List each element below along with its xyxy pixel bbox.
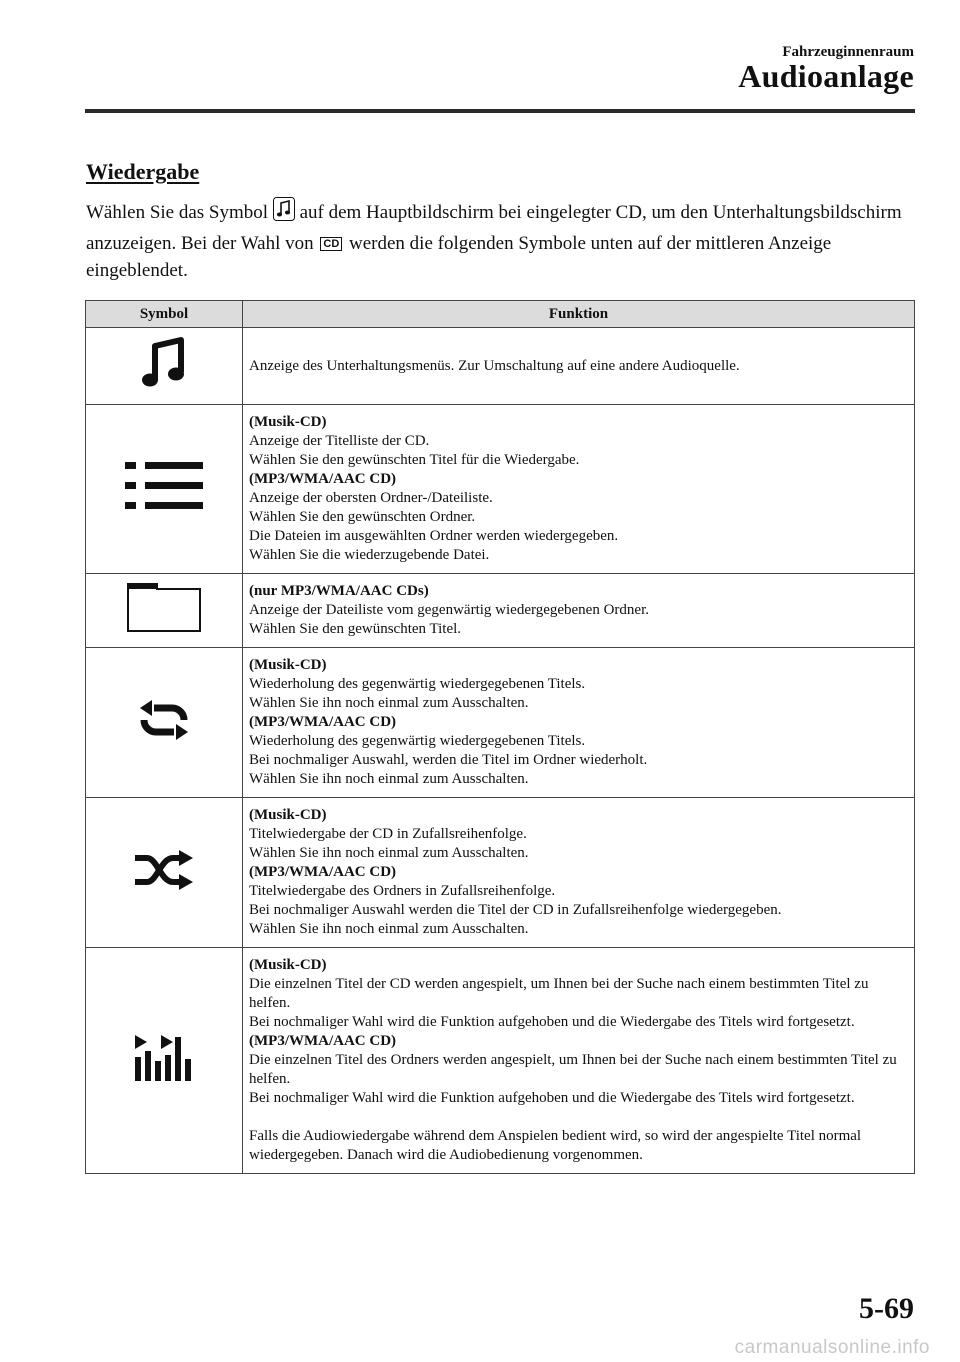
function-text: Anzeige des Unterhaltungsmenüs. Zur Umschaltung auf eine andere Audioquelle. — [249, 357, 740, 374]
function-text: Die Dateien im ausgewählten Ordner werden wiedergegeben. — [249, 528, 619, 544]
function-text: Wiederholung des gegenwärtig wiedergegebenen Titels. — [249, 676, 586, 692]
function-text: Titelwiedergabe des Ordners in Zufallsreihenfolge. — [249, 883, 556, 899]
function-text: Wählen Sie den gewünschten Titel. — [249, 621, 462, 637]
function-text: Die einzelnen Titel der CD werden angespielt, um Ihnen bei der Suche nach einem bestimmten Titel zu helfen. — [249, 976, 869, 1011]
table-row — [86, 648, 915, 798]
function-text: Die einzelnen Titel des Ordners werden angespielt, um Ihnen bei der Suche nach einem bestimmten Titel zu helfen. — [249, 1052, 897, 1087]
shuffle-icon — [133, 878, 195, 894]
table-row — [86, 328, 915, 405]
page-title: Audioanlage — [738, 58, 914, 94]
function-text: Bei nochmaliger Auswahl, werden die Titel im Ordner wiederholt. — [249, 752, 648, 768]
function-text: (Musik-CD) — [249, 957, 327, 973]
function-text: Bei nochmaliger Wahl wird die Funktion aufgehoben und die Wiedergabe des Titels wird fortgesetzt. — [249, 1090, 855, 1106]
paragraph-spacer — [249, 1108, 908, 1127]
function-text: Wiederholung des gegenwärtig wiedergegebenen Titels. — [249, 733, 586, 749]
table-header-row — [86, 301, 915, 328]
page-number: 5-69 — [859, 1292, 914, 1325]
watermark-url: carmanualsonline.info — [734, 1337, 930, 1358]
intro-text-3: werden die folgenden Symbole unten auf der mittleren Anzeige eingeblendet. — [86, 232, 832, 281]
intro-text-1: Wählen Sie das Symbol — [86, 202, 269, 223]
list-icon — [125, 498, 203, 514]
symbol-column-header: Symbol — [86, 301, 243, 328]
folder-icon — [127, 621, 201, 637]
chapter-label: Fahrzeuginnenraum — [782, 44, 914, 60]
intro-text-2: auf dem Hauptbildschirm bei eingelegter CD, um den Unterhaltungsbildschirm anzuzeigen. Bei der Wahl von — [86, 202, 902, 254]
table-row — [86, 948, 915, 1174]
function-text: (Musik-CD) — [249, 657, 327, 673]
function-text: Anzeige der Titelliste der CD. — [249, 433, 430, 449]
function-column-header: Funktion — [243, 301, 915, 328]
function-text: (MP3/WMA/AAC CD) — [249, 864, 397, 880]
function-text: Titelwiedergabe der CD in Zufallsreihenfolge. — [249, 826, 527, 842]
function-text: Wählen Sie ihn noch einmal zum Ausschalten. — [249, 771, 529, 787]
function-text: (MP3/WMA/AAC CD) — [249, 714, 397, 730]
function-text: Anzeige der Dateiliste vom gegenwärtig wiedergegebenen Ordner. — [249, 602, 649, 618]
table-row — [86, 574, 915, 648]
function-text: (MP3/WMA/AAC CD) — [249, 471, 397, 487]
symbol-function-table — [85, 300, 915, 1174]
section-heading: Wiedergabe — [86, 159, 200, 184]
function-text: Wählen Sie ihn noch einmal zum Ausschalten. — [249, 845, 529, 861]
function-text: Wählen Sie ihn noch einmal zum Ausschalten. — [249, 921, 529, 937]
header-divider — [85, 109, 915, 113]
function-text: Bei nochmaliger Auswahl werden die Titel der CD in Zufallsreihenfolge wiedergegeben. — [249, 902, 782, 918]
table-row — [86, 798, 915, 948]
function-text: Wählen Sie die wiederzugebende Datei. — [249, 547, 490, 563]
entertainment-icon — [273, 197, 295, 230]
music-note-icon — [142, 378, 186, 394]
cd-icon: CD — [320, 237, 342, 251]
function-text: Anzeige der obersten Ordner-/Dateiliste. — [249, 490, 493, 506]
function-text: (Musik-CD) — [249, 414, 327, 430]
table-row — [86, 405, 915, 574]
repeat-icon — [136, 728, 192, 744]
function-text: Falls die Audiowiedergabe während dem Anspielen bedient wird, so wird der angespielte Titel normal wiedergegeben. Danach wird die Audiobedienung vorgenommen. — [249, 1128, 862, 1163]
function-text: Bei nochmaliger Wahl wird die Funktion aufgehoben und die Wiedergabe des Titels wird fortgesetzt. — [249, 1014, 855, 1030]
function-text: (Musik-CD) — [249, 807, 327, 823]
scan-icon — [135, 1069, 193, 1085]
function-text: Wählen Sie den gewünschten Ordner. — [249, 509, 476, 525]
function-text: Wählen Sie den gewünschten Titel für die Wiedergabe. — [249, 452, 580, 468]
function-text: (nur MP3/WMA/AAC CDs) — [249, 583, 429, 599]
function-text: Wählen Sie ihn noch einmal zum Ausschalten. — [249, 695, 529, 711]
intro-paragraph — [86, 197, 921, 285]
function-text: (MP3/WMA/AAC CD) — [249, 1033, 397, 1049]
